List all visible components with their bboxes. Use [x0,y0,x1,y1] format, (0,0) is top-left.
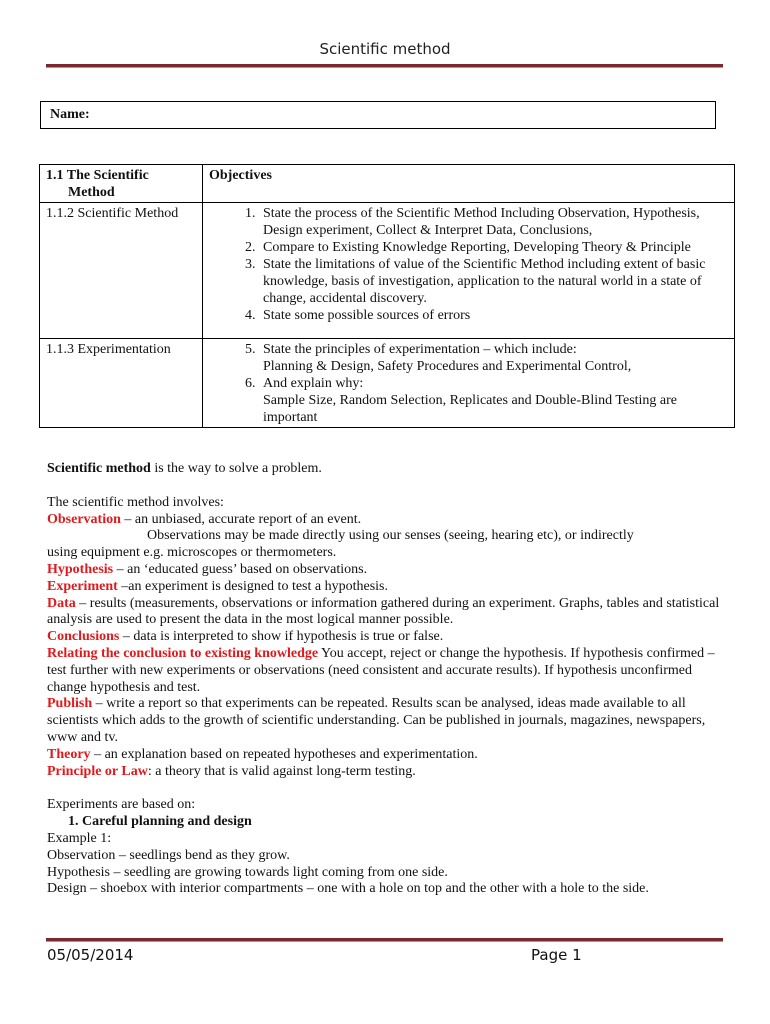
name-label: Name: [50,107,90,122]
term: Conclusions [47,629,120,645]
term: Relating the conclusion to existing knowledge [47,645,319,661]
objectives-heading: Objectives [203,165,735,203]
definition: is the way to solve a problem. [150,461,322,476]
list-item: 4. State some possible sources of errors [259,307,728,324]
list-item: 2. Compare to Existing Knowledge Reporting, Developing Theory & Principle [259,239,728,256]
observation-detail: using equipment e.g. microscopes or thermometers. [47,545,337,561]
page-title: Scientific method [319,40,451,58]
definition: You accept, reject or change the hypothesis. If hypothesis confirmed – test further with new experiments or observations (need consistent and accurate results). If hypothesis unconfirmed change hypothesis and test. [47,645,715,695]
item-detail: Sample Size, Random Selection, Replicates and Double-Blind Testing are important [263,393,678,425]
term: Observation [47,511,121,527]
item-text: 5. State the principles of experimentation – which include: [263,342,577,357]
list-item: 1. State the process of the Scientific Method Including Observation, Hypothesis, Design experiment, Collect & Interpret Data, Conclusions, [259,205,728,239]
numbered-heading: 1. Careful planning and design [68,814,252,830]
example-line: Hypothesis – seedling are growing towards light coming from one side. [47,864,448,880]
example-line: Observation – seedlings bend as they grow. [47,847,290,863]
hypothesis-entry [47,562,727,579]
term: Hypothesis [47,561,114,577]
observation-entry [47,512,727,529]
item-detail: Planning & Design, Safety Procedures and Experimental Control, [263,359,632,374]
definition: – results (measurements, observations or information gathered during an experiment. Graphs, tables and statistical analysis are used to present the data in the most logical manner possible. [47,595,720,628]
table-row [40,203,735,339]
objectives-cell [203,203,735,339]
definition: – an explanation based on repeated hypotheses and experimentation. [90,746,478,762]
data-entry [47,596,727,630]
topic-heading-line2: Method [68,185,115,200]
list-item [259,375,728,426]
header-divider [46,64,723,68]
footer-date: 05/05/2014 [47,946,134,964]
observation-detail: Observations may be made directly using our senses (seeing, hearing etc), or indirectly [147,528,634,544]
term: Principle or Law [47,763,148,779]
publish-entry [47,696,727,746]
definition: – an ‘educated guess’ based on observations. [113,561,368,577]
topic-heading-line1: 1.1 The Scientific [46,168,149,183]
definition: – write a report so that experiments can be repeated. Results scan be analysed, ideas made available to all scientists which adds to the growth of scientific understanding. Can be published in journals, magazines, newspapers, www and tv. [47,696,706,745]
term: Data [47,595,76,611]
term: Publish [47,696,93,712]
table-row [40,339,735,428]
term: Experiment [47,578,118,594]
list-item [259,341,728,375]
objectives-list [209,341,728,426]
experiment-entry [47,579,727,596]
based-on-line: Experiments are based on: [47,797,196,813]
item-text: 6. And explain why: [263,376,364,391]
example-line: Design – shoebox with interior compartments – one with a hole on top and the other with a hole to the side. [47,881,649,897]
theory-entry [47,747,727,764]
definition: – an unbiased, accurate report of an event. [120,511,362,527]
objectives-table [39,164,735,428]
conclusions-entry [47,629,727,646]
relating-entry [47,646,727,696]
example-label: Example 1: [47,830,112,846]
topic-heading [40,165,203,203]
footer-divider [46,938,723,942]
list-item: 3. State the limitations of value of the Scientific Method including extent of basic knowledge, basis of investigation, application to the natural world in a state of change, accidental discovery. [259,256,728,307]
definition: – data is interpreted to show if hypothesis is true or false. [119,629,444,645]
definition: –an experiment is designed to test a hypothesis. [117,578,388,594]
intro-paragraph [47,461,727,478]
term: Theory [47,746,91,762]
term: Scientific method [47,461,151,476]
objectives-list [209,205,728,324]
document-body [47,461,727,898]
page-number: Page 1 [531,946,582,964]
name-field[interactable] [40,101,716,129]
objectives-cell [203,339,735,428]
principle-entry [47,764,727,781]
table-header-row [40,165,735,203]
topic-cell: 1.1.2 Scientific Method [40,203,203,339]
topic-cell: 1.1.3 Experimentation [40,339,203,428]
involves-line: The scientific method involves: [47,494,224,510]
definition: : a theory that is valid against long-term testing. [147,763,416,779]
